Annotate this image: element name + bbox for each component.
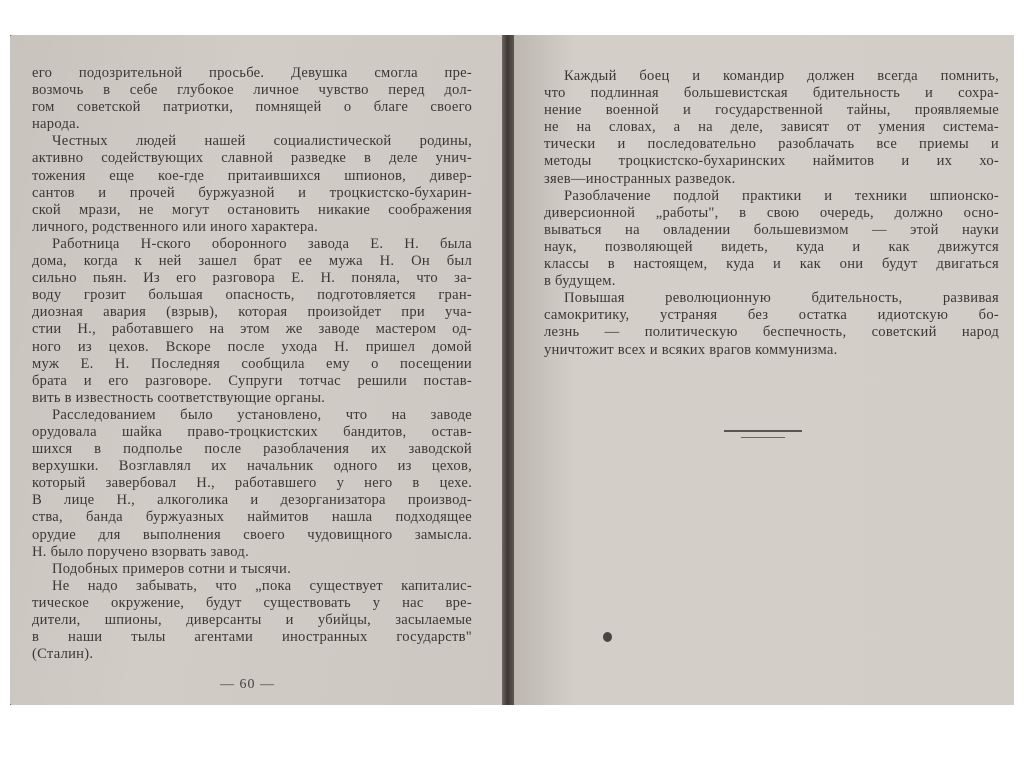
left-page-text-line: сильно пьян. Из его разговора Е. Н. поняла, что за- [32,270,472,287]
left-page-text-line: личного, родственного или иного характера. [32,218,319,235]
right-page-text-line: не на словах, а на деле, зависят от умения система- [544,119,999,136]
left-page-text-line: верхушки. Возглавлял их начальник одного из цехов, [32,458,472,475]
left-page-text-line: сантов и прочей буржуазной и троцкистско-бухарин- [32,184,472,201]
right-page-text [544,68,999,359]
left-page-text-line: (Сталин). [32,646,94,663]
left-page-text-line: который завербовал Н., работавшего у него в цехе. [32,475,472,492]
left-page-text-line: Работница Н-ского оборонного завода Е. Н. была [52,235,472,252]
left-page-text-line: вить в известность соответствующие органы. [32,389,326,406]
left-page-text-line: ного из цехов. Вскоре после ухода Н. пришел домой [32,338,472,355]
left-page-text-line: Подобных примеров сотни и тысячи. [52,560,291,577]
left-page [10,35,502,705]
left-page-text-line: возмочь в себе глубокое личное чувство перед дол- [32,82,472,99]
left-page-text-line: Н. было поручено взорвать завод. [32,543,250,560]
right-page-text-line: Разоблачение подлой практики и техники шпионско- [564,187,999,204]
right-page-text-line: зяев—иностранных разведок. [544,170,736,187]
left-page-text-line: орудие для выполнения своего чудовищного замысла. [32,526,472,543]
left-page-text-line: ства, банда буржуазных наймитов нашла подходящее [32,509,472,526]
section-end-rule-short [741,437,785,438]
left-page-text-line: тическое окружение, будут существовать у нас вре- [32,594,472,611]
ink-spot [603,632,612,642]
right-page-text-line: вываться на овладении большевизмом — этой науки [544,221,999,238]
left-page-text-line: шихся в подполье после разоблачения их заводской [32,441,472,458]
section-end-rule [724,430,802,432]
left-page-text-line: муж Е. Н. Последняя сообщила ему о посещении [32,355,472,372]
left-page-text-line: стии Н., работавшего на этом же заводе мастером од- [32,321,472,338]
book-gutter [502,35,514,705]
left-page-text-line: В лице Н., алкоголика и дезорганизатора производ- [32,492,472,509]
right-page-text-line: в будущем. [544,273,616,290]
left-page-text-line: диозная авария (взрыв), которая произойдет при уча- [32,304,472,321]
right-page-text-line: Каждый боец и командир должен всегда помнить, [564,68,999,84]
right-page-text-line: Повышая революционную бдительность, развивая [564,290,999,307]
left-page-text-line: ской мрази, не могут остановить никакие соображения [32,201,472,218]
left-page-text-line: Расследованием было установлено, что на заводе [52,406,472,423]
left-page-text-line: дители, шпионы, диверсанты и убийцы, засылаемые [32,612,472,628]
right-page-text-line: лезнь — политическую беспечность, советский народ [544,324,999,341]
left-page-text-line: Честных людей нашей социалистической родины, [52,133,472,150]
right-page-text-line: самокритику, устраняя без остатка идиотскую бо- [544,307,999,324]
left-page-text-line: активно содействующих славной разведке в деле унич- [32,150,472,167]
right-page-text-line: нение военной и государственной тайны, проявляемые [544,102,999,119]
left-page-text-line: его подозрительной просьбе. Девушка смогла пре- [32,65,472,81]
book-spread [10,35,1014,705]
right-page-text-line: методы троцкистско-бухаринских наймитов и их хо- [544,153,999,170]
page-number: — 60 — [220,677,275,692]
left-page-text-line: тожения еще кое-где притаившихся шпионов, дивер- [32,167,472,184]
left-page-text-line: в наши тылы агентами иностранных государств" [32,629,472,646]
right-page-text-line: уничтожит всех и всяких врагов коммунизма. [544,341,838,358]
left-page-text-line: орудовала шайка право-троцкистских бандитов, остав- [32,423,472,440]
right-page-text-line: диверсионной „работы", в свою очередь, должно осно- [544,204,999,221]
left-page-text-line: Не надо забывать, что „пока существует капиталис- [52,577,472,594]
right-page-text-line: что подлинная большевистская бдительность и сохра- [544,85,999,102]
left-page-text-line: дома, когда к ней зашел брат ее мужа Н. Он был [32,253,472,270]
left-page-text-line: брата и его разговоре. Супруги тотчас решили постав- [32,372,472,389]
right-page-text-line: классы в настоящем, куда и как они будут двигаться [544,256,999,273]
right-page-text-line: наук, позволяющей видеть, куда и как движутся [544,238,999,255]
left-page-text-line: гом советской патриотки, помнящей о благе своего [32,99,472,116]
left-page-text-line: народа. [32,116,80,133]
right-page [514,35,1014,705]
left-page-text [32,65,472,663]
right-page-text-line: тически и последовательно разоблачать все приемы и [544,136,999,153]
left-page-text-line: воду грозит большая опасность, подготовляется гран- [32,287,472,304]
